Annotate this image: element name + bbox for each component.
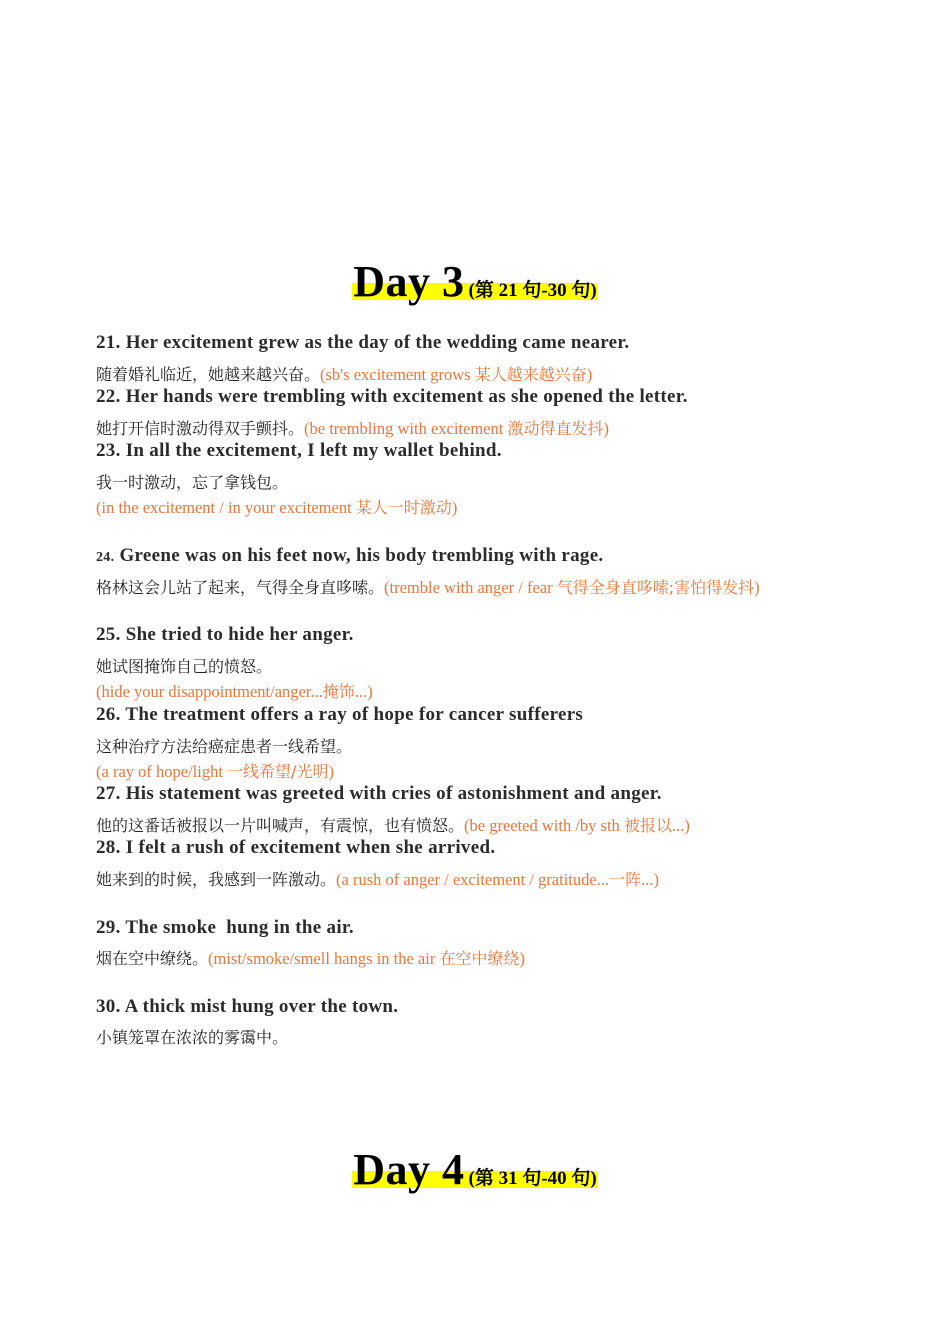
sentence-21-zh: 随着婚礼临近，她越来越兴奋。 [96, 365, 321, 384]
sentence-27-line [96, 813, 690, 836]
sentence-24-en: 24. Greene was on his feet now, his body trembling with rage. [96, 545, 604, 566]
sentence-26-note: (a ray of hope/light 一线希望/光明) [96, 762, 334, 781]
sentence-22-note: (be trembling with excitement 激动得直发抖) [304, 419, 609, 438]
day4-heading [0, 1144, 950, 1195]
sentence-21-note: (sb's excitement grows 某人越来越兴奋) [320, 365, 593, 384]
sentence-27-zh: 他的这番话被报以一片叫喊声，有震惊，也有愤怒。 [96, 816, 465, 835]
sentence-29-line [96, 946, 525, 969]
sentence-24-note: (tremble with anger / fear 气得全身直哆嗦;害怕得发抖) [384, 578, 760, 597]
sentence-22-en: 22. Her hands were trembling with excitement as she opened the letter. [96, 386, 688, 407]
sentence-26-en: 26. The treatment offers a ray of hope for cancer sufferers [96, 704, 584, 725]
day3-heading [0, 256, 950, 307]
day4-title: Day 4 [353, 1145, 465, 1194]
day4-highlight [352, 1145, 598, 1194]
day3-range: (第 21 句-30 句) [468, 280, 597, 301]
day4-range: (第 31 句-40 句) [468, 1168, 597, 1189]
sentence-28-zh: 她来到的时候，我感到一阵激动。 [96, 870, 337, 889]
sentence-23-note: (in the excitement / in your excitement 某人一时激动) [96, 498, 458, 517]
sentence-22-line [96, 416, 609, 439]
sentence-27-note: (be greeted with /by sth 被报以...) [464, 816, 690, 835]
sentence-21-line [96, 362, 592, 385]
sentence-26-zh: 这种治疗方法给癌症患者一线希望。 [96, 737, 353, 756]
sentence-25-note: (hide your disappointment/anger...掩饰...) [96, 682, 373, 701]
day3-title: Day 3 [353, 257, 465, 306]
sentence-25-en: 25. She tried to hide her anger. [96, 624, 354, 645]
sentence-28-line [96, 867, 659, 890]
sentence-24-zh: 格林这会儿站了起来，气得全身直哆嗦。 [96, 578, 385, 597]
sentence-28-note: (a rush of anger / excitement / gratitude...一阵...) [336, 870, 659, 889]
sentence-30-en: 30. A thick mist hung over the town. [96, 996, 399, 1017]
sentence-24-line [96, 575, 760, 598]
sentence-29-note: (mist/smoke/smell hangs in the air 在空中缭绕) [208, 949, 525, 968]
sentence-29-en: 29. The smoke hung in the air. [96, 917, 354, 938]
sentence-22-zh: 她打开信时激动得双手颤抖。 [96, 419, 305, 438]
sentence-29-zh: 烟在空中缭绕。 [96, 949, 209, 968]
sentence-21-en: 21. Her excitement grew as the day of the wedding came nearer. [96, 332, 630, 353]
sentence-28-en: 28. I felt a rush of excitement when she arrived. [96, 837, 496, 858]
sentence-23-en: 23. In all the excitement, I left my wallet behind. [96, 440, 502, 461]
sentence-25-zh: 她试图掩饰自己的愤怒。 [96, 657, 273, 676]
sentence-30-zh: 小镇笼罩在浓浓的雾霭中。 [96, 1028, 289, 1047]
sentence-23-zh: 我一时激动，忘了拿钱包。 [96, 473, 289, 492]
sentence-27-en: 27. His statement was greeted with cries of astonishment and anger. [96, 783, 662, 804]
day3-highlight [352, 257, 598, 306]
